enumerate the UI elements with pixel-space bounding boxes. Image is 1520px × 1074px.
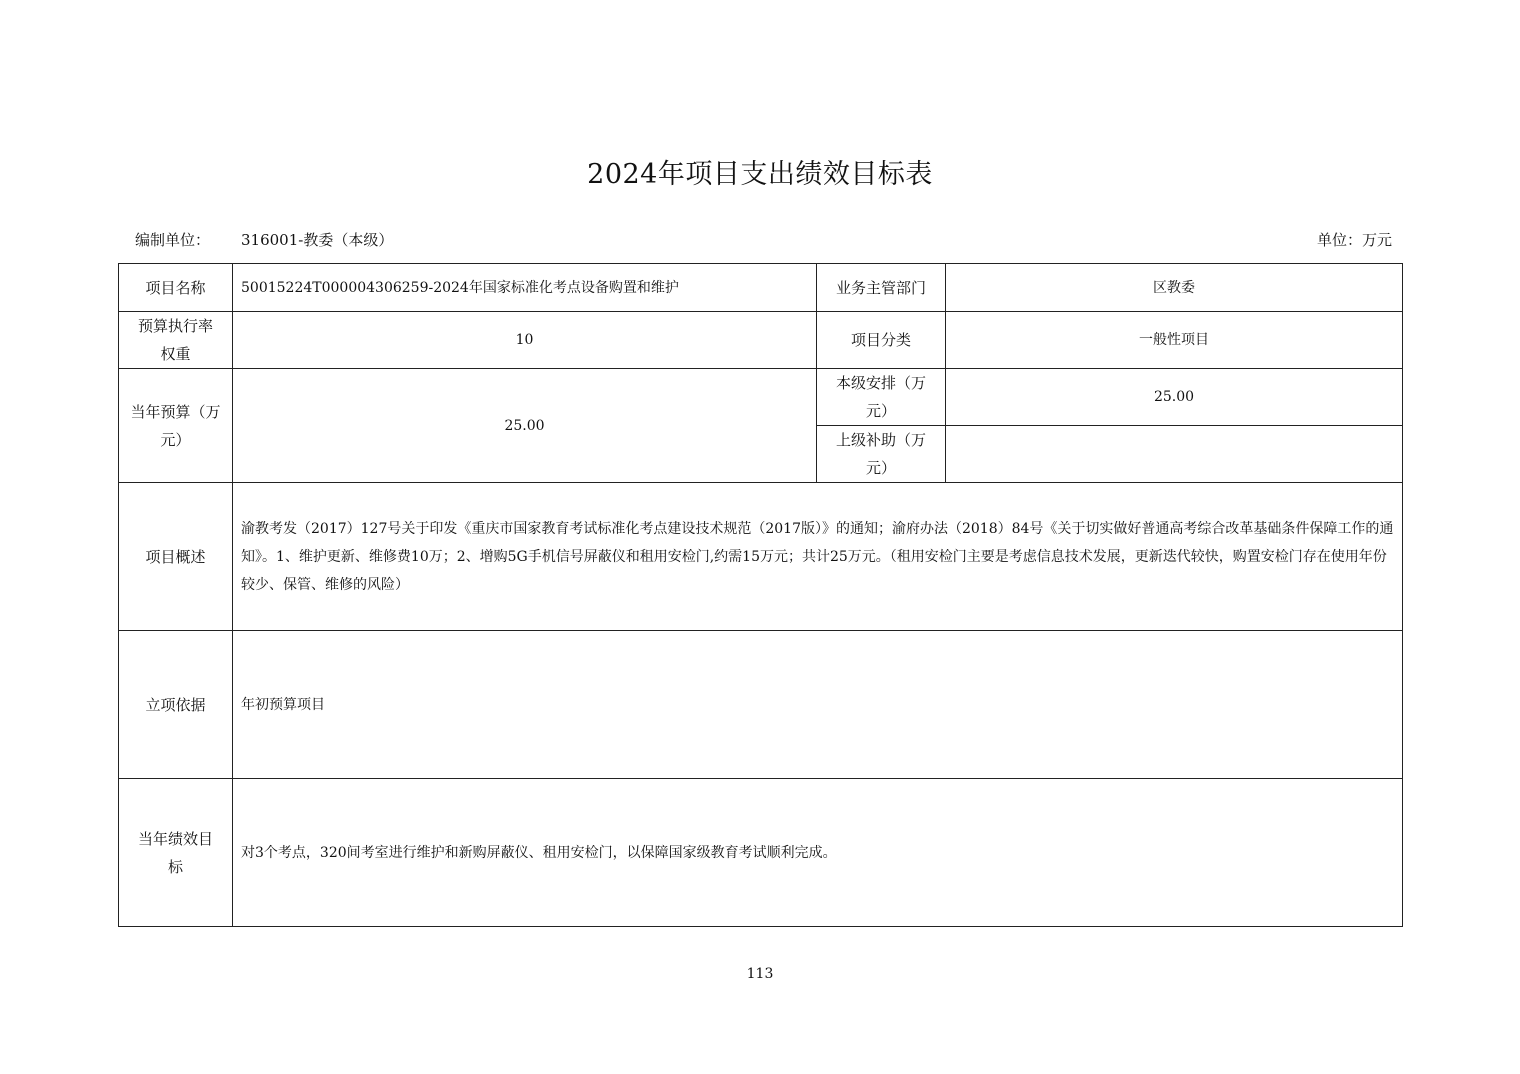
dept-label: 业务主管部门 bbox=[817, 264, 946, 312]
goal-label-line2: 标 bbox=[167, 857, 183, 876]
goal-label-line1: 当年绩效目 bbox=[137, 829, 213, 848]
unit-label: 单位：万元 bbox=[1316, 231, 1392, 249]
category-label: 项目分类 bbox=[817, 312, 946, 369]
goal-value: 对3个考点，320间考室进行维护和新购屏蔽仪、租用安检门，以保障国家级教育考试顺利完成。 bbox=[233, 779, 1403, 927]
subsidy-label bbox=[817, 426, 946, 483]
subsidy-value bbox=[946, 426, 1403, 483]
budget-value: 25.00 bbox=[233, 369, 817, 483]
overview-label: 项目概述 bbox=[119, 483, 233, 631]
subsidy-label-line2: 元） bbox=[865, 459, 896, 477]
basis-value: 年初预算项目 bbox=[233, 631, 1403, 779]
page-title: 2024年项目支出绩效目标表 bbox=[587, 159, 933, 190]
meta-row bbox=[118, 229, 1402, 251]
performance-table bbox=[118, 263, 1403, 927]
project-name-value: 50015224T000004306259-2024年国家标准化考点设备购置和维护 bbox=[233, 264, 817, 312]
local-label bbox=[817, 369, 946, 426]
goal-label bbox=[119, 779, 233, 927]
local-label-line1: 本级安排（万 bbox=[835, 374, 926, 392]
table-row bbox=[119, 369, 1403, 426]
subsidy-label-line1: 上级补助（万 bbox=[835, 431, 926, 449]
category-value: 一般性项目 bbox=[946, 312, 1403, 369]
budget-label bbox=[119, 369, 233, 483]
table-row bbox=[119, 312, 1403, 369]
local-label-line2: 元） bbox=[865, 402, 896, 420]
dept-value: 区教委 bbox=[946, 264, 1403, 312]
compiler-value: 316001-教委（本级） bbox=[241, 231, 394, 249]
exec-rate-label-line2: 权重 bbox=[160, 345, 191, 363]
table-row bbox=[119, 631, 1403, 779]
exec-rate-label-line1: 预算执行率 bbox=[137, 317, 213, 335]
exec-rate-value: 10 bbox=[233, 312, 817, 369]
table-row bbox=[119, 483, 1403, 631]
compiler-label: 编制单位： bbox=[135, 231, 211, 249]
table-row bbox=[119, 779, 1403, 927]
basis-label: 立项依据 bbox=[119, 631, 233, 779]
page-number: 113 bbox=[746, 966, 774, 982]
overview-value: 渝教考发（2017）127号关于印发《重庆市国家教育考试标准化考点建设技术规范（2017版）》的通知；渝府办法（2018）84号《关于切实做好普通高考综合改革基础条件保障工作的通知》。1、维护更新、维修费10万；2、增购5G手机信号屏蔽仪和租用安检门,约需15万元；共计25万元。（租用安检门主要是考虑信息技术发展，更新迭代较快，购置安检门存在使用年份较少、保管、维修的风险） bbox=[233, 483, 1403, 631]
budget-label-line2: 元） bbox=[160, 430, 191, 449]
project-name-label: 项目名称 bbox=[119, 264, 233, 312]
exec-rate-label bbox=[119, 312, 233, 369]
budget-label-line1: 当年预算（万 bbox=[130, 402, 221, 421]
table-row bbox=[119, 264, 1403, 312]
local-value: 25.00 bbox=[946, 369, 1403, 426]
